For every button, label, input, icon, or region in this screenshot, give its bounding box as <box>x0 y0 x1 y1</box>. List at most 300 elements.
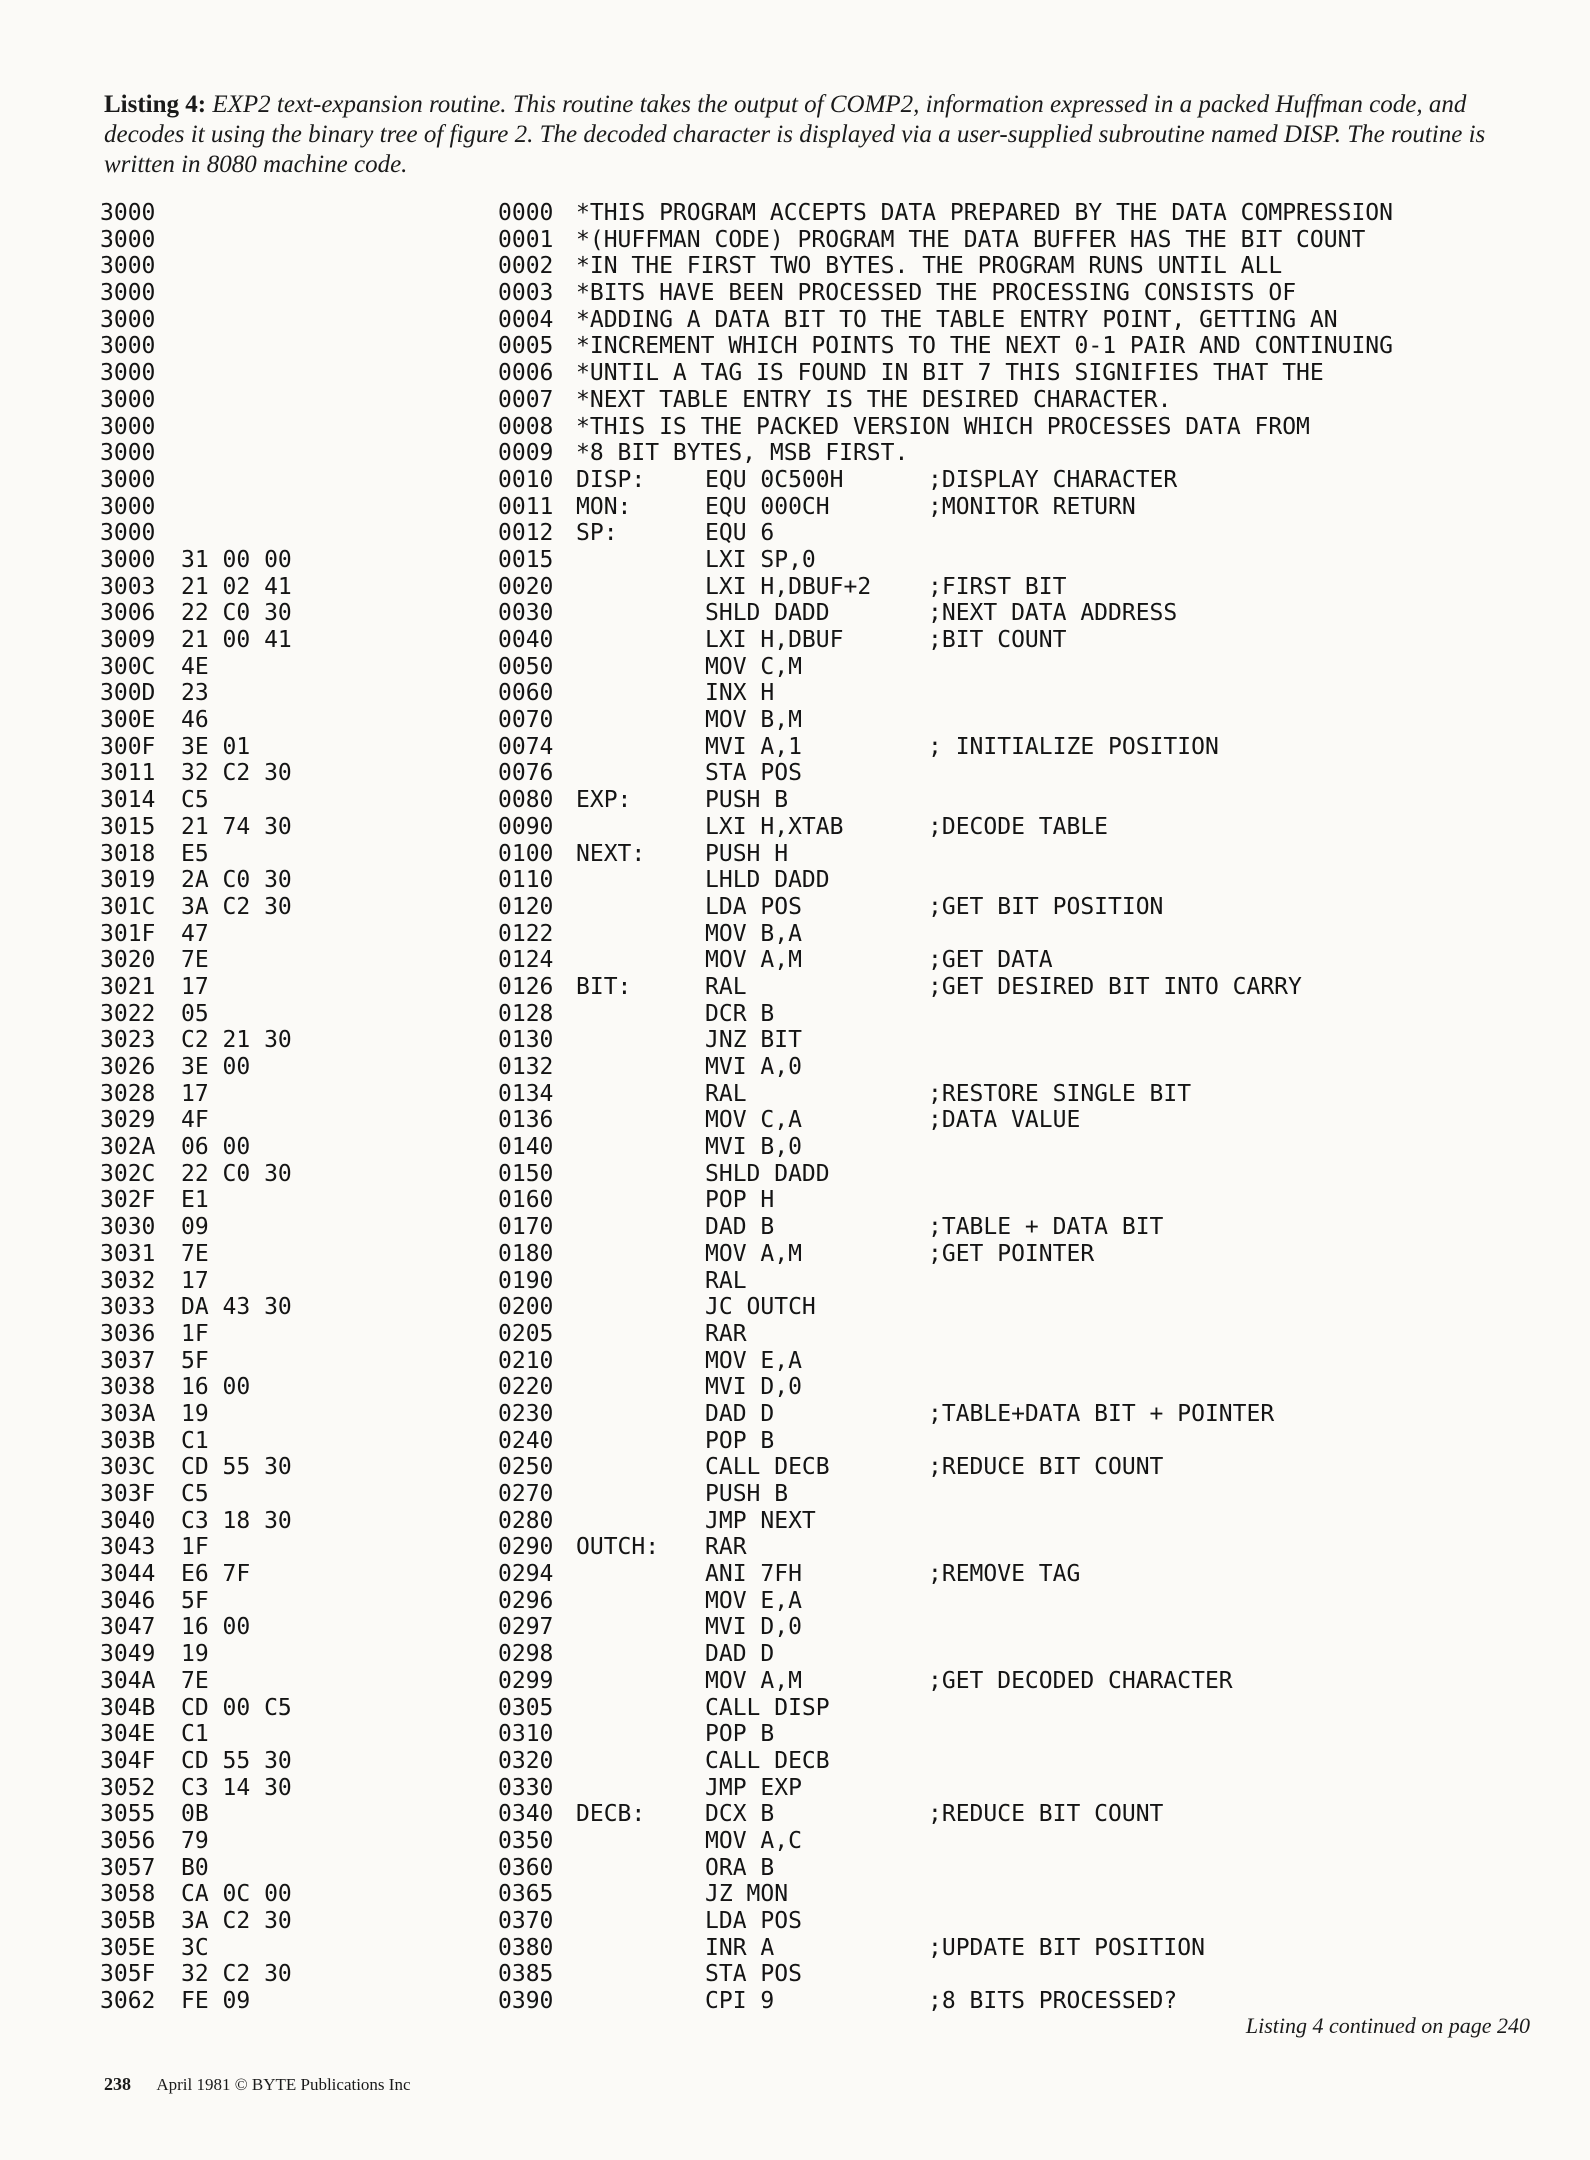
listing-instruction: STA POS <box>705 760 802 787</box>
listing-object-code: 23 <box>181 680 209 707</box>
listing-object-code: E6 7F <box>181 1561 251 1588</box>
listing-line-number: 0150 <box>498 1160 554 1187</box>
listing-object-code: 47 <box>181 920 209 947</box>
listing-instruction: PUSH B <box>705 787 789 814</box>
listing-object-code: 09 <box>181 1214 209 1241</box>
listing-address: 3019 <box>100 867 156 894</box>
listing-address: 3000 <box>100 306 156 333</box>
listing-line-number: 0124 <box>498 947 554 974</box>
listing-comment: ;GET POINTER <box>928 1240 1095 1267</box>
listing-line-number: 0340 <box>498 1801 554 1828</box>
listing-row <box>100 574 1540 601</box>
listing-line-number: 0205 <box>498 1320 554 1347</box>
listing-instruction: SHLD DADD <box>705 600 830 627</box>
listing-address: 303F <box>100 1481 156 1507</box>
listing-line-number: 0011 <box>498 493 554 520</box>
listing-object-code: 4F <box>181 1107 209 1134</box>
listing-instruction: POP B <box>705 1721 775 1748</box>
listing-instruction: JMP EXP <box>705 1774 802 1801</box>
listing-comment: ;RESTORE SINGLE BIT <box>928 1080 1192 1107</box>
listing-object-code: C5 <box>181 1481 209 1507</box>
listing-address: 302C <box>100 1160 156 1187</box>
listing-line-number: 0180 <box>498 1240 554 1267</box>
listing-object-code: 5F <box>181 1587 209 1614</box>
listing-row <box>100 1828 1540 1855</box>
listing-line-number: 0126 <box>498 973 554 1000</box>
listing-line-number: 0080 <box>498 787 554 814</box>
listing-address: 3038 <box>100 1374 156 1401</box>
listing-comment-line: *NEXT TABLE ENTRY IS THE DESIRED CHARACTER. <box>576 386 1172 413</box>
listing-address: 304A <box>100 1667 156 1694</box>
listing-object-code: 31 00 00 <box>181 546 292 573</box>
listing-line-number: 0310 <box>498 1721 554 1748</box>
listing-line-number: 0070 <box>498 707 554 734</box>
listing-instruction: STA POS <box>705 1961 802 1988</box>
listing-row <box>100 200 1540 227</box>
listing-label: DISP: <box>576 466 646 493</box>
listing-address: 3009 <box>100 627 156 653</box>
listing-comment-line: *THIS PROGRAM ACCEPTS DATA PREPARED BY THE DATA COMPRESSION <box>576 200 1393 226</box>
continued-note: Listing 4 continued on page 240 <box>1245 2013 1530 2038</box>
listing-row <box>100 1481 1540 1508</box>
listing-comment: ;DECODE TABLE <box>928 813 1109 840</box>
listing-line-number: 0294 <box>498 1561 554 1588</box>
listing-object-code: 2A C0 30 <box>181 867 292 894</box>
listing-instruction: MOV A,M <box>705 1667 802 1694</box>
listing-row <box>100 1107 1540 1134</box>
listing-address: 3000 <box>100 493 156 520</box>
listing-instruction: JMP NEXT <box>705 1507 816 1534</box>
listing-row <box>100 333 1540 360</box>
listing-object-code: C3 18 30 <box>181 1507 292 1534</box>
listing-row <box>100 1721 1540 1748</box>
listing-line-number: 0122 <box>498 920 554 947</box>
listing-instruction: MOV B,M <box>705 707 802 734</box>
listing-comment-line: *IN THE FIRST TWO BYTES. THE PROGRAM RUNS UNTIL ALL <box>576 253 1283 280</box>
listing-comment-line: *INCREMENT WHICH POINTS TO THE NEXT 0-1 PAIR AND CONTINUING <box>576 333 1393 360</box>
listing-address: 303B <box>100 1427 156 1454</box>
listing-object-code: 16 00 <box>181 1614 251 1641</box>
listing-address: 3000 <box>100 440 156 467</box>
listing-row <box>100 1214 1540 1241</box>
listing-instruction: EQU 000CH <box>705 493 830 520</box>
listing-instruction: CALL DECB <box>705 1454 830 1481</box>
listing-comment: ;TABLE + DATA BIT <box>928 1214 1164 1241</box>
listing-address: 3000 <box>100 226 156 253</box>
listing-line-number: 0298 <box>498 1641 554 1668</box>
listing-row <box>100 1775 1540 1802</box>
listing-address: 3032 <box>100 1267 156 1294</box>
listing-line-number: 0380 <box>498 1934 554 1961</box>
listing-comment: ;BIT COUNT <box>928 627 1067 653</box>
listing-instruction: MOV A,M <box>705 947 802 974</box>
listing-object-code: 16 00 <box>181 1374 251 1401</box>
listing-instruction: LXI H,DBUF <box>705 627 844 653</box>
listing-comment: ;GET DECODED CHARACTER <box>928 1667 1233 1694</box>
listing-object-code: C5 <box>181 787 209 814</box>
listing-line-number: 0100 <box>498 840 554 867</box>
listing-row <box>100 867 1540 894</box>
listing-object-code: 19 <box>181 1400 209 1427</box>
listing-address: 3006 <box>100 600 156 627</box>
listing-object-code: E5 <box>181 840 209 867</box>
listing-line-number: 0090 <box>498 813 554 840</box>
listing-row <box>100 387 1540 414</box>
listing-instruction: MVI A,0 <box>705 1054 802 1080</box>
listing-address: 3043 <box>100 1534 156 1561</box>
listing-row <box>100 1748 1540 1775</box>
listing-row <box>100 494 1540 521</box>
listing-line-number: 0003 <box>498 280 554 307</box>
listing-instruction: MOV C,A <box>705 1107 802 1134</box>
listing-object-code: 21 00 41 <box>181 627 292 653</box>
listing-address: 305B <box>100 1908 156 1934</box>
listing-label: NEXT: <box>576 840 646 867</box>
listing-line-number: 0200 <box>498 1294 554 1321</box>
listing-comment: ;TABLE+DATA BIT + POINTER <box>928 1400 1275 1427</box>
listing-object-code: C2 21 30 <box>181 1027 292 1054</box>
listing-instruction: MVI D,0 <box>705 1374 802 1401</box>
listing-address: 3015 <box>100 813 156 840</box>
listing-line-number: 0299 <box>498 1667 554 1694</box>
listing-row <box>100 1321 1540 1348</box>
listing-object-code: 1F <box>181 1534 209 1561</box>
caption-text: EXP2 text-expansion routine. This routine takes the output of COMP2, information expressed in a packed Huffman code, and decodes it using the binary tree of figure 2. The decoded character is displayed via a user-supplied subroutine named DISP. The routine is written in 8080 machine code. <box>104 91 1486 178</box>
listing-comment: ;8 BITS PROCESSED? <box>928 1988 1178 2015</box>
listing-line-number: 0009 <box>498 440 554 467</box>
listing-address: 300F <box>100 733 156 760</box>
listing-address: 3030 <box>100 1214 156 1241</box>
listing-row <box>100 1348 1540 1375</box>
listing-object-code: DA 43 30 <box>181 1294 292 1321</box>
listing-row <box>100 1294 1540 1321</box>
listing-address: 300E <box>100 707 156 734</box>
listing-row <box>100 253 1540 280</box>
listing-address: 3000 <box>100 280 156 307</box>
listing-line-number: 0007 <box>498 386 554 413</box>
listing-instruction: ANI 7FH <box>705 1561 802 1588</box>
publication-line: April 1981 © BYTE Publications Inc <box>156 2075 411 2094</box>
listing-address: 3020 <box>100 947 156 974</box>
listing-address: 3026 <box>100 1054 156 1080</box>
assembly-listing <box>100 200 1540 2015</box>
listing-address: 3000 <box>100 413 156 440</box>
listing-line-number: 0128 <box>498 1000 554 1027</box>
listing-object-code: 7E <box>181 1240 209 1267</box>
listing-line-number: 0004 <box>498 306 554 333</box>
listing-row <box>100 1374 1540 1401</box>
listing-row <box>100 760 1540 787</box>
listing-instruction: LDA POS <box>705 1908 802 1934</box>
listing-line-number: 0390 <box>498 1988 554 2015</box>
listing-row <box>100 1001 1540 1028</box>
listing-instruction: EQU 6 <box>705 520 775 547</box>
listing-address: 305F <box>100 1961 156 1988</box>
listing-line-number: 0305 <box>498 1694 554 1721</box>
listing-line-number: 0140 <box>498 1134 554 1161</box>
listing-row <box>100 600 1540 627</box>
listing-address: 301F <box>100 920 156 947</box>
listing-address: 3000 <box>100 333 156 360</box>
listing-address: 300D <box>100 680 156 707</box>
listing-address: 3044 <box>100 1561 156 1588</box>
listing-object-code: CD 00 C5 <box>181 1694 292 1721</box>
listing-address: 3014 <box>100 787 156 814</box>
listing-address: 301C <box>100 893 156 920</box>
listing-row <box>100 734 1540 761</box>
listing-instruction: MVI B,0 <box>705 1134 802 1161</box>
listing-object-code: 1F <box>181 1320 209 1347</box>
listing-row <box>100 414 1540 441</box>
listing-comment-line: *ADDING A DATA BIT TO THE TABLE ENTRY POINT, GETTING AN <box>576 306 1338 333</box>
listing-row <box>100 814 1540 841</box>
listing-comment: ;FIRST BIT <box>928 573 1067 600</box>
listing-row <box>100 1588 1540 1615</box>
listing-caption <box>104 90 1534 180</box>
listing-row <box>100 1508 1540 1535</box>
listing-instruction: DCR B <box>705 1000 775 1027</box>
listing-instruction: DAD B <box>705 1214 775 1241</box>
listing-row <box>100 1935 1540 1962</box>
listing-object-code: 05 <box>181 1000 209 1027</box>
listing-row <box>100 1988 1540 2015</box>
listing-row <box>100 1641 1540 1668</box>
listing-instruction: SHLD DADD <box>705 1160 830 1187</box>
listing-comment: ; INITIALIZE POSITION <box>928 733 1219 760</box>
listing-row <box>100 1695 1540 1722</box>
listing-line-number: 0030 <box>498 600 554 627</box>
listing-address: 3029 <box>100 1107 156 1134</box>
listing-address: 304E <box>100 1721 156 1748</box>
page-number: 238 <box>104 2074 131 2094</box>
listing-object-code: 0B <box>181 1801 209 1828</box>
listing-row <box>100 467 1540 494</box>
listing-row <box>100 1668 1540 1695</box>
listing-instruction: LDA POS <box>705 893 802 920</box>
listing-row <box>100 974 1540 1001</box>
listing-line-number: 0365 <box>498 1881 554 1908</box>
listing-instruction: RAL <box>705 1267 747 1294</box>
listing-line-number: 0220 <box>498 1374 554 1401</box>
listing-line-number: 0120 <box>498 893 554 920</box>
listing-row <box>100 1054 1540 1081</box>
listing-row <box>100 1881 1540 1908</box>
listing-object-code: 3C <box>181 1934 209 1961</box>
listing-comment-line: *THIS IS THE PACKED VERSION WHICH PROCESSES DATA FROM <box>576 413 1310 440</box>
listing-address: 304B <box>100 1694 156 1721</box>
listing-address: 303A <box>100 1400 156 1427</box>
listing-instruction: JNZ BIT <box>705 1027 802 1054</box>
listing-line-number: 0000 <box>498 200 554 226</box>
listing-address: 3003 <box>100 573 156 600</box>
listing-comment-line: *UNTIL A TAG IS FOUND IN BIT 7 THIS SIGNIFIES THAT THE <box>576 360 1324 387</box>
listing-object-code: 17 <box>181 1080 209 1107</box>
listing-comment: ;UPDATE BIT POSITION <box>928 1934 1205 1961</box>
listing-line-number: 0130 <box>498 1027 554 1054</box>
listing-instruction: RAR <box>705 1320 747 1347</box>
listing-line-number: 0010 <box>498 466 554 493</box>
listing-object-code: 21 74 30 <box>181 813 292 840</box>
listing-row <box>100 520 1540 547</box>
listing-comment-line: *BITS HAVE BEEN PROCESSED THE PROCESSING CONSISTS OF <box>576 280 1297 307</box>
listing-address: 3011 <box>100 760 156 787</box>
listing-row <box>100 1614 1540 1641</box>
listing-row <box>100 787 1540 814</box>
listing-address: 302F <box>100 1187 156 1214</box>
listing-row <box>100 1908 1540 1935</box>
listing-instruction: DAD D <box>705 1641 775 1668</box>
listing-object-code: 32 C2 30 <box>181 760 292 787</box>
listing-line-number: 0060 <box>498 680 554 707</box>
listing-address: 3058 <box>100 1881 156 1908</box>
listing-instruction: ORA B <box>705 1854 775 1881</box>
listing-address: 3057 <box>100 1854 156 1881</box>
listing-address: 3000 <box>100 253 156 280</box>
listing-line-number: 0290 <box>498 1534 554 1561</box>
listing-object-code: C1 <box>181 1427 209 1454</box>
listing-row <box>100 1454 1540 1481</box>
listing-line-number: 0160 <box>498 1187 554 1214</box>
listing-object-code: C3 14 30 <box>181 1774 292 1801</box>
listing-line-number: 0297 <box>498 1614 554 1641</box>
listing-line-number: 0012 <box>498 520 554 547</box>
listing-address: 3000 <box>100 386 156 413</box>
listing-row <box>100 947 1540 974</box>
listing-row <box>100 680 1540 707</box>
listing-line-number: 0020 <box>498 573 554 600</box>
listing-object-code: 5F <box>181 1347 209 1374</box>
listing-row <box>100 1134 1540 1161</box>
listing-line-number: 0250 <box>498 1454 554 1481</box>
listing-address: 3000 <box>100 546 156 573</box>
listing-line-number: 0170 <box>498 1214 554 1241</box>
listing-address: 3000 <box>100 200 156 226</box>
listing-instruction: CALL DISP <box>705 1694 830 1721</box>
listing-instruction: MVI D,0 <box>705 1614 802 1641</box>
listing-instruction: LXI H,DBUF+2 <box>705 573 872 600</box>
listing-row <box>100 547 1540 574</box>
listing-address: 3023 <box>100 1027 156 1054</box>
listing-line-number: 0110 <box>498 867 554 894</box>
listing-object-code: 17 <box>181 973 209 1000</box>
listing-row <box>100 360 1540 387</box>
listing-address: 305E <box>100 1934 156 1961</box>
listing-address: 3040 <box>100 1507 156 1534</box>
listing-instruction: PUSH B <box>705 1481 789 1507</box>
listing-row <box>100 1855 1540 1882</box>
listing-object-code: 21 02 41 <box>181 573 292 600</box>
listing-line-number: 0005 <box>498 333 554 360</box>
listing-row <box>100 440 1540 467</box>
listing-address: 3018 <box>100 840 156 867</box>
listing-instruction: DAD D <box>705 1400 775 1427</box>
listing-line-number: 0050 <box>498 653 554 680</box>
listing-object-code: CA 0C 00 <box>181 1881 292 1908</box>
listing-line-number: 0040 <box>498 627 554 653</box>
listing-comment-line: *(HUFFMAN CODE) PROGRAM THE DATA BUFFER HAS THE BIT COUNT <box>576 226 1366 253</box>
listing-line-number: 0136 <box>498 1107 554 1134</box>
listing-comment: ;DATA VALUE <box>928 1107 1081 1134</box>
listing-line-number: 0240 <box>498 1427 554 1454</box>
listing-address: 3022 <box>100 1000 156 1027</box>
listing-object-code: FE 09 <box>181 1988 251 2015</box>
listing-comment: ;REMOVE TAG <box>928 1561 1081 1588</box>
listing-instruction: JZ MON <box>705 1881 789 1908</box>
listing-row <box>100 1027 1540 1054</box>
listing-address: 300C <box>100 653 156 680</box>
listing-address: 3031 <box>100 1240 156 1267</box>
listing-address: 3046 <box>100 1587 156 1614</box>
listing-instruction: RAL <box>705 1080 747 1107</box>
listing-comment: ;NEXT DATA ADDRESS <box>928 600 1178 627</box>
listing-object-code: 32 C2 30 <box>181 1961 292 1988</box>
listing-instruction: MVI A,1 <box>705 733 802 760</box>
listing-row <box>100 627 1540 654</box>
listing-line-number: 0134 <box>498 1080 554 1107</box>
listing-row <box>100 1268 1540 1295</box>
listing-object-code: 3E 01 <box>181 733 251 760</box>
listing-address: 3052 <box>100 1774 156 1801</box>
listing-line-number: 0002 <box>498 253 554 280</box>
listing-comment: ;GET DESIRED BIT INTO CARRY <box>928 973 1302 1000</box>
listing-instruction: RAL <box>705 973 747 1000</box>
listing-instruction: RAR <box>705 1534 747 1561</box>
listing-instruction: CPI 9 <box>705 1988 775 2015</box>
listing-object-code: 7E <box>181 1667 209 1694</box>
listing-row <box>100 1081 1540 1108</box>
listing-object-code: 79 <box>181 1827 209 1854</box>
listing-object-code: 3E 00 <box>181 1054 251 1080</box>
listing-instruction: MOV A,M <box>705 1240 802 1267</box>
listing-instruction: PUSH H <box>705 840 789 867</box>
listing-row <box>100 280 1540 307</box>
listing-object-code: 3A C2 30 <box>181 1908 292 1934</box>
listing-object-code: 19 <box>181 1641 209 1668</box>
listing-row <box>100 307 1540 334</box>
listing-line-number: 0296 <box>498 1587 554 1614</box>
listing-address: 3028 <box>100 1080 156 1107</box>
listing-instruction: POP B <box>705 1427 775 1454</box>
listing-comment-line: *8 BIT BYTES, MSB FIRST. <box>576 440 909 467</box>
listing-line-number: 0008 <box>498 413 554 440</box>
listing-instruction: POP H <box>705 1187 775 1214</box>
listing-line-number: 0270 <box>498 1481 554 1507</box>
listing-line-number: 0006 <box>498 360 554 387</box>
listing-comment: ;REDUCE BIT COUNT <box>928 1454 1164 1481</box>
listing-instruction: LXI H,XTAB <box>705 813 844 840</box>
listing-address: 303C <box>100 1454 156 1481</box>
listing-instruction: MOV E,A <box>705 1587 802 1614</box>
listing-object-code: CD 55 30 <box>181 1454 292 1481</box>
listing-address: 3000 <box>100 360 156 387</box>
listing-instruction: JC OUTCH <box>705 1294 816 1321</box>
listing-line-number: 0001 <box>498 226 554 253</box>
listing-object-code: 46 <box>181 707 209 734</box>
listing-line-number: 0320 <box>498 1747 554 1774</box>
listing-line-number: 0015 <box>498 546 554 573</box>
listing-row <box>100 707 1540 734</box>
listing-comment: ;GET DATA <box>928 947 1053 974</box>
listing-row <box>100 654 1540 681</box>
listing-instruction: CALL DECB <box>705 1747 830 1774</box>
listing-comment: ;GET BIT POSITION <box>928 893 1164 920</box>
listing-label: BIT: <box>576 973 632 1000</box>
listing-row <box>100 1428 1540 1455</box>
listing-object-code: E1 <box>181 1187 209 1214</box>
listing-instruction: EQU 0C500H <box>705 466 844 493</box>
listing-label: EXP: <box>576 787 632 814</box>
listing-row <box>100 1241 1540 1268</box>
